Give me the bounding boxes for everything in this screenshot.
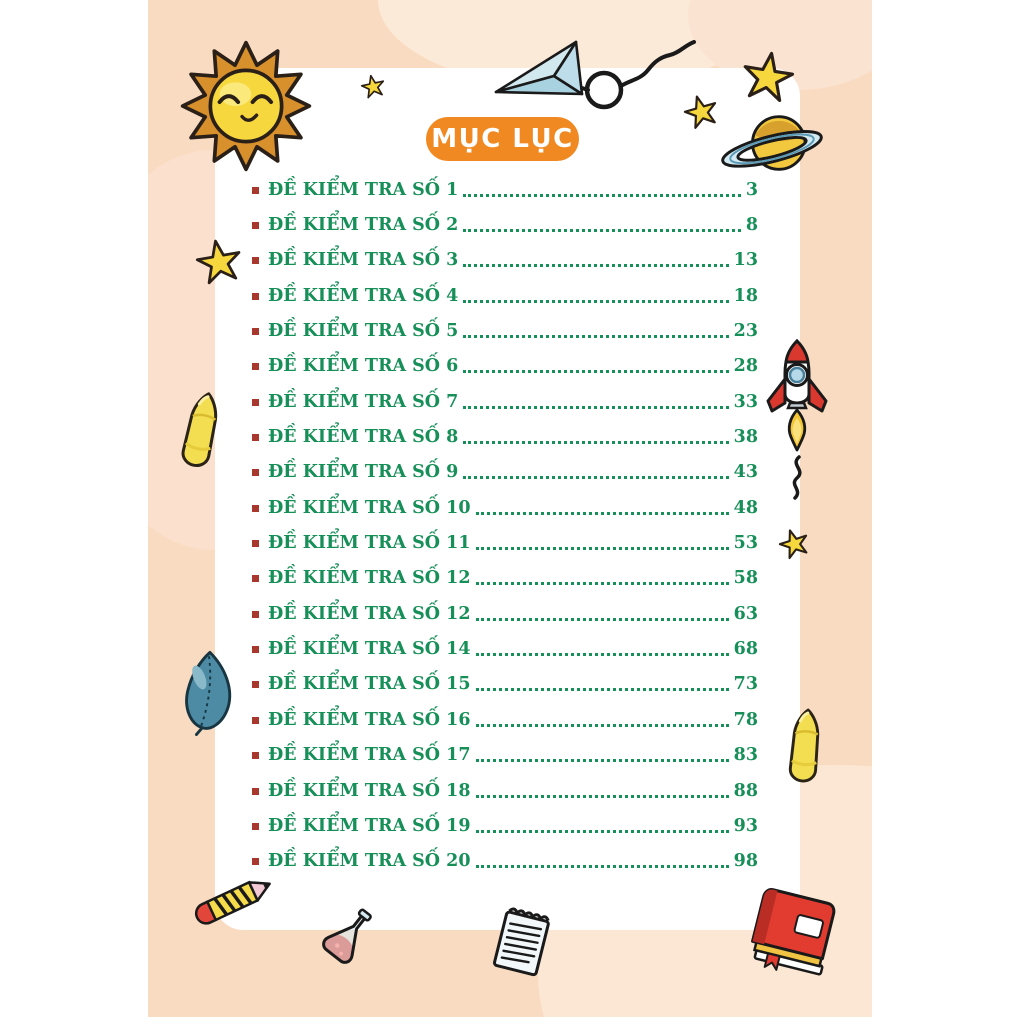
toc-entry xyxy=(252,561,758,596)
pencil-icon xyxy=(192,868,282,930)
bullet-marker xyxy=(252,540,259,547)
toc-page-number: 13 xyxy=(733,250,758,271)
toc-entry xyxy=(252,455,758,490)
toc-entry xyxy=(252,525,758,560)
bullet-marker xyxy=(252,434,259,441)
toc-page-number: 33 xyxy=(733,391,758,412)
toc-entry-label: ĐỀ KIỂM TRA SỐ 4 xyxy=(268,285,459,306)
toc-page-number: 43 xyxy=(733,462,758,483)
notepad-icon xyxy=(491,906,553,980)
toc-entry-label: ĐỀ KIỂM TRA SỐ 20 xyxy=(268,851,471,872)
toc-entry-label: ĐỀ KIỂM TRA SỐ 1 xyxy=(268,179,459,200)
dot-leader xyxy=(476,794,729,798)
toc-entry xyxy=(252,667,758,702)
toc-entry xyxy=(252,631,758,666)
toc-entry xyxy=(252,349,758,384)
dot-leader xyxy=(476,687,729,691)
toc-page-number: 38 xyxy=(733,427,758,448)
toc-entry xyxy=(252,490,758,525)
dot-leader xyxy=(463,228,741,232)
toc-entry xyxy=(252,738,758,773)
toc-entry xyxy=(252,596,758,631)
sun-icon xyxy=(180,40,312,172)
leaf-icon xyxy=(179,648,237,736)
toc-page-number: 53 xyxy=(733,533,758,554)
toc-entry-label: ĐỀ KIỂM TRA SỐ 16 xyxy=(268,709,471,730)
toc-entry xyxy=(252,207,758,242)
bullet-marker xyxy=(252,611,259,618)
toc-entry xyxy=(252,773,758,808)
bullet-marker xyxy=(252,469,259,476)
toc-entry xyxy=(252,808,758,843)
dot-leader xyxy=(463,369,728,373)
toc-entry xyxy=(252,172,758,207)
toc-entry-label: ĐỀ KIỂM TRA SỐ 12 xyxy=(268,568,471,589)
page-title: MỤC LỤC xyxy=(431,124,574,154)
dot-leader xyxy=(463,440,728,444)
bullet-marker xyxy=(252,505,259,512)
bullet-marker xyxy=(252,328,259,335)
toc-entry xyxy=(252,278,758,313)
dot-leader xyxy=(476,617,729,621)
crayon-icon xyxy=(780,705,831,787)
toc-entry xyxy=(252,384,758,419)
toc-page-number: 23 xyxy=(733,321,758,342)
dot-leader xyxy=(476,723,729,727)
toc-page-number: 73 xyxy=(733,674,758,695)
toc-entry xyxy=(252,702,758,737)
toc-entry-label: ĐỀ KIỂM TRA SỐ 10 xyxy=(268,497,471,518)
rocket-icon xyxy=(761,337,833,505)
bullet-marker xyxy=(252,363,259,370)
toc-entry-label: ĐỀ KIỂM TRA SỐ 17 xyxy=(268,745,471,766)
dot-leader xyxy=(463,475,728,479)
toc-entry-label: ĐỀ KIỂM TRA SỐ 2 xyxy=(268,215,459,236)
toc-page-number: 3 xyxy=(745,179,758,200)
dot-leader xyxy=(463,334,728,338)
bullet-marker xyxy=(252,293,259,300)
star-icon xyxy=(359,72,387,100)
toc-page-number: 68 xyxy=(733,639,758,660)
book-icon xyxy=(748,888,840,976)
toc-page-number: 48 xyxy=(733,497,758,518)
bullet-marker xyxy=(252,399,259,406)
bullet-marker xyxy=(252,222,259,229)
dot-leader xyxy=(476,546,729,550)
toc-entry-label: ĐỀ KIỂM TRA SỐ 11 xyxy=(268,533,471,554)
toc-entry-label: ĐỀ KIỂM TRA SỐ 18 xyxy=(268,780,471,801)
bullet-marker xyxy=(252,788,259,795)
toc-page-number: 93 xyxy=(733,815,758,836)
dot-leader xyxy=(476,829,729,833)
bullet-marker xyxy=(252,858,259,865)
title-badge xyxy=(426,117,579,161)
star-icon xyxy=(192,234,245,287)
dot-leader xyxy=(476,652,729,656)
toc-entry xyxy=(252,243,758,278)
toc-entry xyxy=(252,419,758,454)
toc-entry-label: ĐỀ KIỂM TRA SỐ 14 xyxy=(268,639,471,660)
toc-page-number: 8 xyxy=(745,215,758,236)
bullet-marker xyxy=(252,575,259,582)
dot-leader xyxy=(463,263,728,267)
toc-page-number: 18 xyxy=(733,285,758,306)
toc-entry-label: ĐỀ KIỂM TRA SỐ 5 xyxy=(268,321,459,342)
bullet-marker xyxy=(252,187,259,194)
dot-leader xyxy=(463,405,728,409)
dot-leader xyxy=(476,581,729,585)
dot-leader xyxy=(476,758,729,762)
flask-icon xyxy=(320,906,384,970)
bullet-marker xyxy=(252,257,259,264)
toc-entry-label: ĐỀ KIỂM TRA SỐ 3 xyxy=(268,250,459,271)
dot-leader xyxy=(476,864,729,868)
bullet-marker xyxy=(252,681,259,688)
toc-page-number: 28 xyxy=(733,356,758,377)
dot-leader xyxy=(463,299,728,303)
dot-leader xyxy=(476,511,729,515)
toc-entry-label: ĐỀ KIỂM TRA SỐ 9 xyxy=(268,462,459,483)
toc-page-number: 88 xyxy=(733,780,758,801)
toc-page-number: 78 xyxy=(733,709,758,730)
saturn-icon xyxy=(716,104,828,182)
table-of-contents xyxy=(252,172,758,879)
dot-leader xyxy=(463,193,741,197)
toc-entry-label: ĐỀ KIỂM TRA SỐ 19 xyxy=(268,815,471,836)
toc-entry-label: ĐỀ KIỂM TRA SỐ 15 xyxy=(268,674,471,695)
toc-page-number: 63 xyxy=(733,603,758,624)
toc-page-number: 98 xyxy=(733,851,758,872)
toc-page-number: 83 xyxy=(733,745,758,766)
toc-entry xyxy=(252,313,758,348)
bullet-marker xyxy=(252,717,259,724)
toc-entry-label: ĐỀ KIỂM TRA SỐ 12 xyxy=(268,603,471,624)
toc-entry-label: ĐỀ KIỂM TRA SỐ 8 xyxy=(268,427,459,448)
toc-entry-label: ĐỀ KIỂM TRA SỐ 7 xyxy=(268,391,459,412)
bullet-marker xyxy=(252,823,259,830)
toc-page-number: 58 xyxy=(733,568,758,589)
bullet-marker xyxy=(252,646,259,653)
paper-plane-icon xyxy=(488,30,700,116)
star-icon xyxy=(738,46,797,105)
toc-entry xyxy=(252,844,758,879)
toc-entry-label: ĐỀ KIỂM TRA SỐ 6 xyxy=(268,356,459,377)
bullet-marker xyxy=(252,752,259,759)
